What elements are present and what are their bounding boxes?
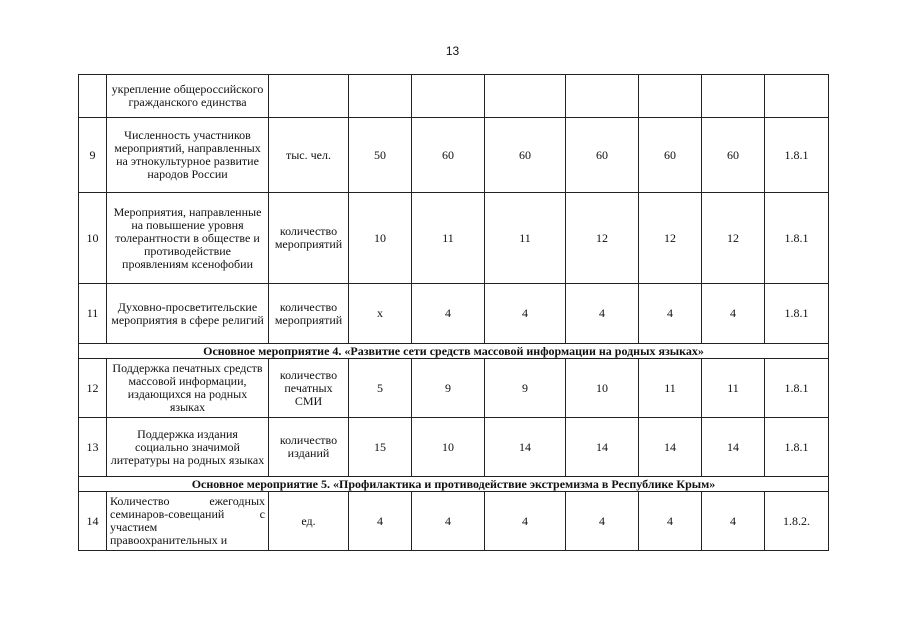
section-row: [79, 477, 829, 492]
value-cell: [639, 75, 702, 118]
value-cell: 60: [485, 118, 566, 193]
section-heading: Основное мероприятие 4. «Развитие сети средств массовой информации на родных языках»: [79, 344, 829, 359]
value-cell: 60: [566, 118, 639, 193]
value-cell: 50: [349, 118, 412, 193]
row-number: 10: [79, 193, 107, 284]
table-row: [79, 492, 829, 551]
ref-cell: 1.8.1: [765, 118, 829, 193]
value-cell: 12: [702, 193, 765, 284]
value-cell: 14: [485, 418, 566, 477]
value-cell: 10: [412, 418, 485, 477]
row-number: 12: [79, 359, 107, 418]
value-cell: 4: [412, 284, 485, 344]
unit-cell: количество мероприятий: [269, 193, 349, 284]
row-number: 9: [79, 118, 107, 193]
indicator-name: Мероприятия, направленные на повышение уровня толерантности в обществе и противодействие проявлениям ксенофобии: [107, 193, 269, 284]
value-cell: 12: [639, 193, 702, 284]
ref-cell: 1.8.1: [765, 193, 829, 284]
indicators-table: [78, 74, 829, 551]
value-cell: 4: [639, 284, 702, 344]
value-cell: 14: [639, 418, 702, 477]
unit-cell: ед.: [269, 492, 349, 551]
ref-cell: 1.8.1: [765, 418, 829, 477]
table-row: [79, 284, 829, 344]
value-cell: 12: [566, 193, 639, 284]
ref-cell: [765, 75, 829, 118]
section-heading: Основное мероприятие 5. «Профилактика и противодействие экстремизма в Республике Крым»: [79, 477, 829, 492]
indicator-name: Численность участников мероприятий, направленных на этнокультурное развитие народов России: [107, 118, 269, 193]
value-cell: [566, 75, 639, 118]
value-cell: х: [349, 284, 412, 344]
value-cell: 4: [485, 492, 566, 551]
unit-cell: количество печатных СМИ: [269, 359, 349, 418]
value-cell: 4: [566, 492, 639, 551]
value-cell: 60: [702, 118, 765, 193]
value-cell: 4: [412, 492, 485, 551]
value-cell: 10: [566, 359, 639, 418]
table-row: [79, 118, 829, 193]
value-cell: 11: [485, 193, 566, 284]
unit-cell: [269, 75, 349, 118]
row-number: 11: [79, 284, 107, 344]
section-row: [79, 344, 829, 359]
unit-cell: тыс. чел.: [269, 118, 349, 193]
page-number: 13: [445, 44, 460, 58]
row-number: 13: [79, 418, 107, 477]
unit-cell: количество изданий: [269, 418, 349, 477]
table-row: [79, 418, 829, 477]
indicator-name: укрепление общероссийского гражданского единства: [107, 75, 269, 118]
value-cell: 11: [702, 359, 765, 418]
value-cell: 4: [485, 284, 566, 344]
table-row: [79, 359, 829, 418]
value-cell: 60: [412, 118, 485, 193]
ref-cell: 1.8.2.: [765, 492, 829, 551]
unit-cell: количество мероприятий: [269, 284, 349, 344]
value-cell: 4: [702, 492, 765, 551]
value-cell: [485, 75, 566, 118]
indicator-name: Количество ежегодных семинаров-совещаний с участием правоохранительных и: [107, 492, 269, 551]
value-cell: [349, 75, 412, 118]
value-cell: [702, 75, 765, 118]
value-cell: 11: [412, 193, 485, 284]
value-cell: 4: [702, 284, 765, 344]
ref-cell: 1.8.1: [765, 284, 829, 344]
value-cell: 4: [639, 492, 702, 551]
table-row: [79, 75, 829, 118]
indicator-name: Поддержка печатных средств массовой информации, издающихся на родных языках: [107, 359, 269, 418]
value-cell: 4: [566, 284, 639, 344]
value-cell: [412, 75, 485, 118]
value-cell: 60: [639, 118, 702, 193]
table-row: [79, 193, 829, 284]
row-number: 14: [79, 492, 107, 551]
value-cell: 9: [412, 359, 485, 418]
indicator-name: Духовно-просветительские мероприятия в сфере религий: [107, 284, 269, 344]
value-cell: 15: [349, 418, 412, 477]
value-cell: 14: [702, 418, 765, 477]
value-cell: 9: [485, 359, 566, 418]
value-cell: 5: [349, 359, 412, 418]
value-cell: 4: [349, 492, 412, 551]
value-cell: 14: [566, 418, 639, 477]
value-cell: 11: [639, 359, 702, 418]
row-number: [79, 75, 107, 118]
value-cell: 10: [349, 193, 412, 284]
ref-cell: 1.8.1: [765, 359, 829, 418]
indicator-name: Поддержка издания социально значимой литературы на родных языках: [107, 418, 269, 477]
